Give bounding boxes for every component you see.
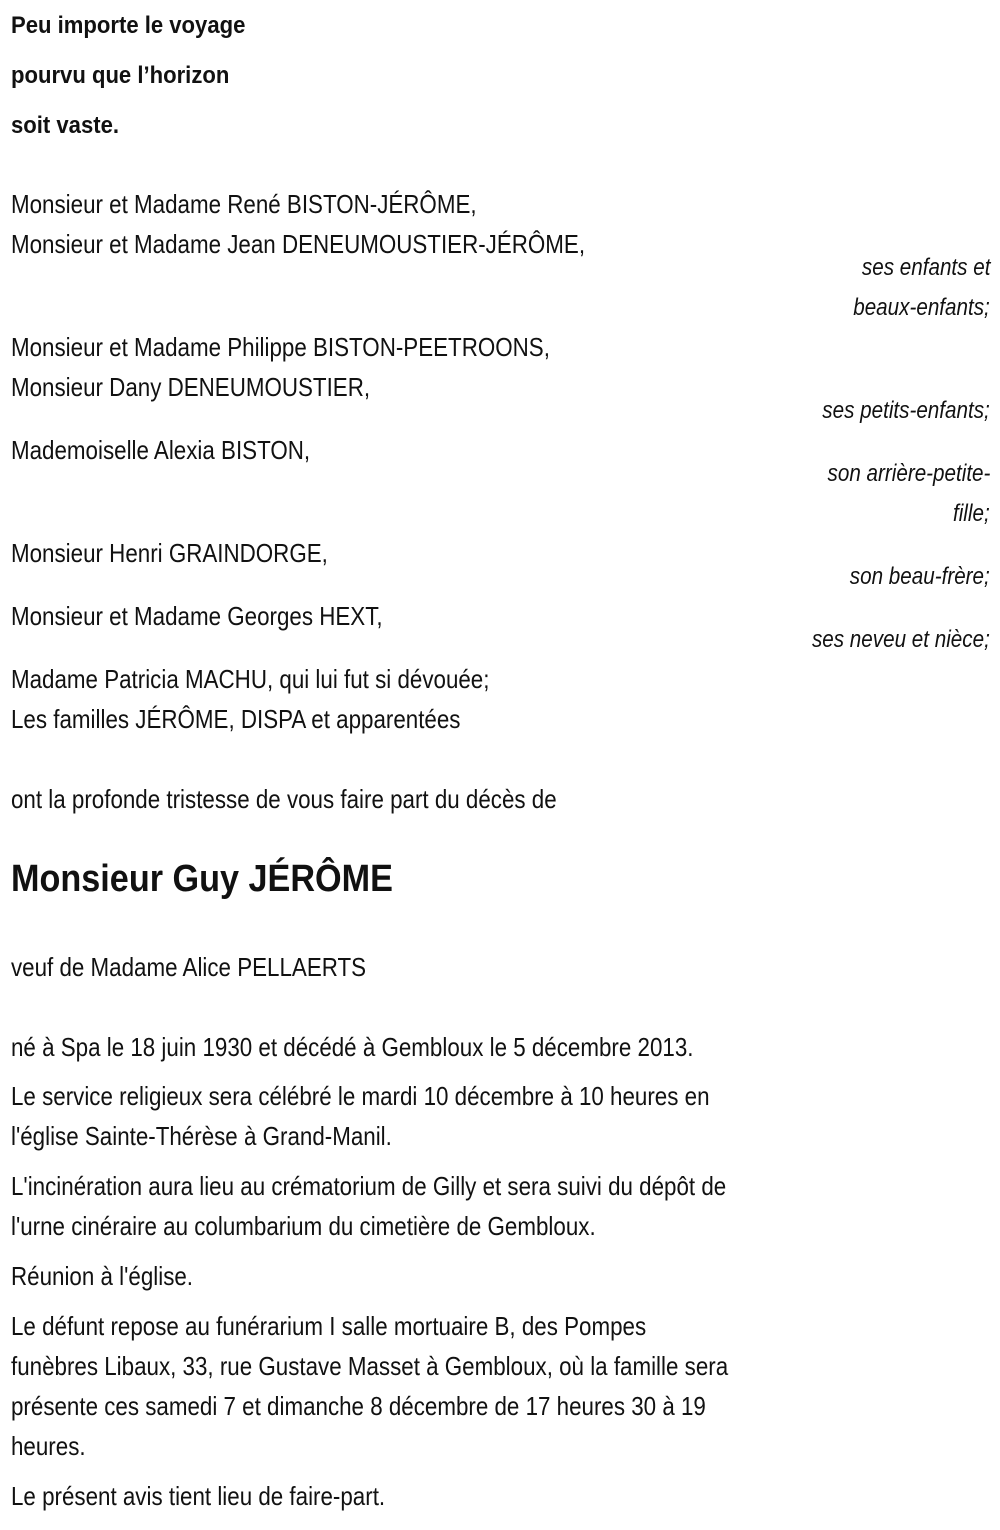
- motto-line: Peu importe le voyage: [11, 12, 246, 39]
- relation-label: son beau-frère;: [850, 563, 990, 590]
- meeting-text: Réunion à l'église.: [11, 1261, 194, 1291]
- relation-label: ses neveu et nièce;: [812, 626, 990, 653]
- relation-label: son arrière-petite-: [827, 460, 990, 487]
- family-name: Monsieur et Madame Philippe BISTON-PEETROONS,: [11, 332, 550, 362]
- motto-line: soit vaste.: [11, 112, 119, 139]
- closing-text: Le présent avis tient lieu de faire-part.: [11, 1481, 386, 1511]
- relation-label: fille;: [953, 500, 990, 527]
- cremation-text: l'urne cinéraire au columbarium du cimetière de Gembloux.: [11, 1211, 596, 1241]
- announcement-text: ont la profonde tristesse de vous faire part du décès de: [11, 784, 557, 814]
- relation-label: ses enfants et: [861, 254, 990, 281]
- family-name: Mademoiselle Alexia BISTON,: [11, 435, 311, 465]
- family-name: Monsieur et Madame Georges HEXT,: [11, 601, 383, 631]
- family-name: Monsieur et Madame Jean DENEUMOUSTIER-JÉRÔME,: [11, 229, 586, 259]
- widower-of: veuf de Madame Alice PELLAERTS: [11, 952, 367, 982]
- motto-line: pourvu que l’horizon: [11, 62, 230, 89]
- deceased-name: Monsieur Guy JÉRÔME: [11, 858, 393, 900]
- family-name: Monsieur et Madame René BISTON-JÉRÔME,: [11, 189, 477, 219]
- family-name: Monsieur Henri GRAINDORGE,: [11, 538, 328, 568]
- service-text: Le service religieux sera célébré le mardi 10 décembre à 10 heures en: [11, 1081, 710, 1111]
- service-text: l'église Sainte-Thérèse à Grand-Manil.: [11, 1121, 392, 1151]
- repose-text: funèbres Libaux, 33, rue Gustave Masset à Gembloux, où la famille sera: [11, 1351, 729, 1381]
- repose-text: heures.: [11, 1431, 86, 1461]
- repose-text: présente ces samedi 7 et dimanche 8 décembre de 17 heures 30 à 19: [11, 1391, 706, 1421]
- family-name: Les familles JÉRÔME, DISPA et apparentées: [11, 704, 461, 734]
- family-name: Monsieur Dany DENEUMOUSTIER,: [11, 372, 371, 402]
- relation-label: ses petits-enfants;: [822, 397, 990, 424]
- cremation-text: L'incinération aura lieu au crématorium de Gilly et sera suivi du dépôt de: [11, 1171, 727, 1201]
- relation-label: beaux-enfants;: [853, 294, 990, 321]
- family-name: Madame Patricia MACHU, qui lui fut si dévouée;: [11, 664, 490, 694]
- repose-text: Le défunt repose au funérarium I salle mortuaire B, des Pompes: [11, 1311, 647, 1341]
- birth-death-text: né à Spa le 18 juin 1930 et décédé à Gembloux le 5 décembre 2013.: [11, 1032, 694, 1062]
